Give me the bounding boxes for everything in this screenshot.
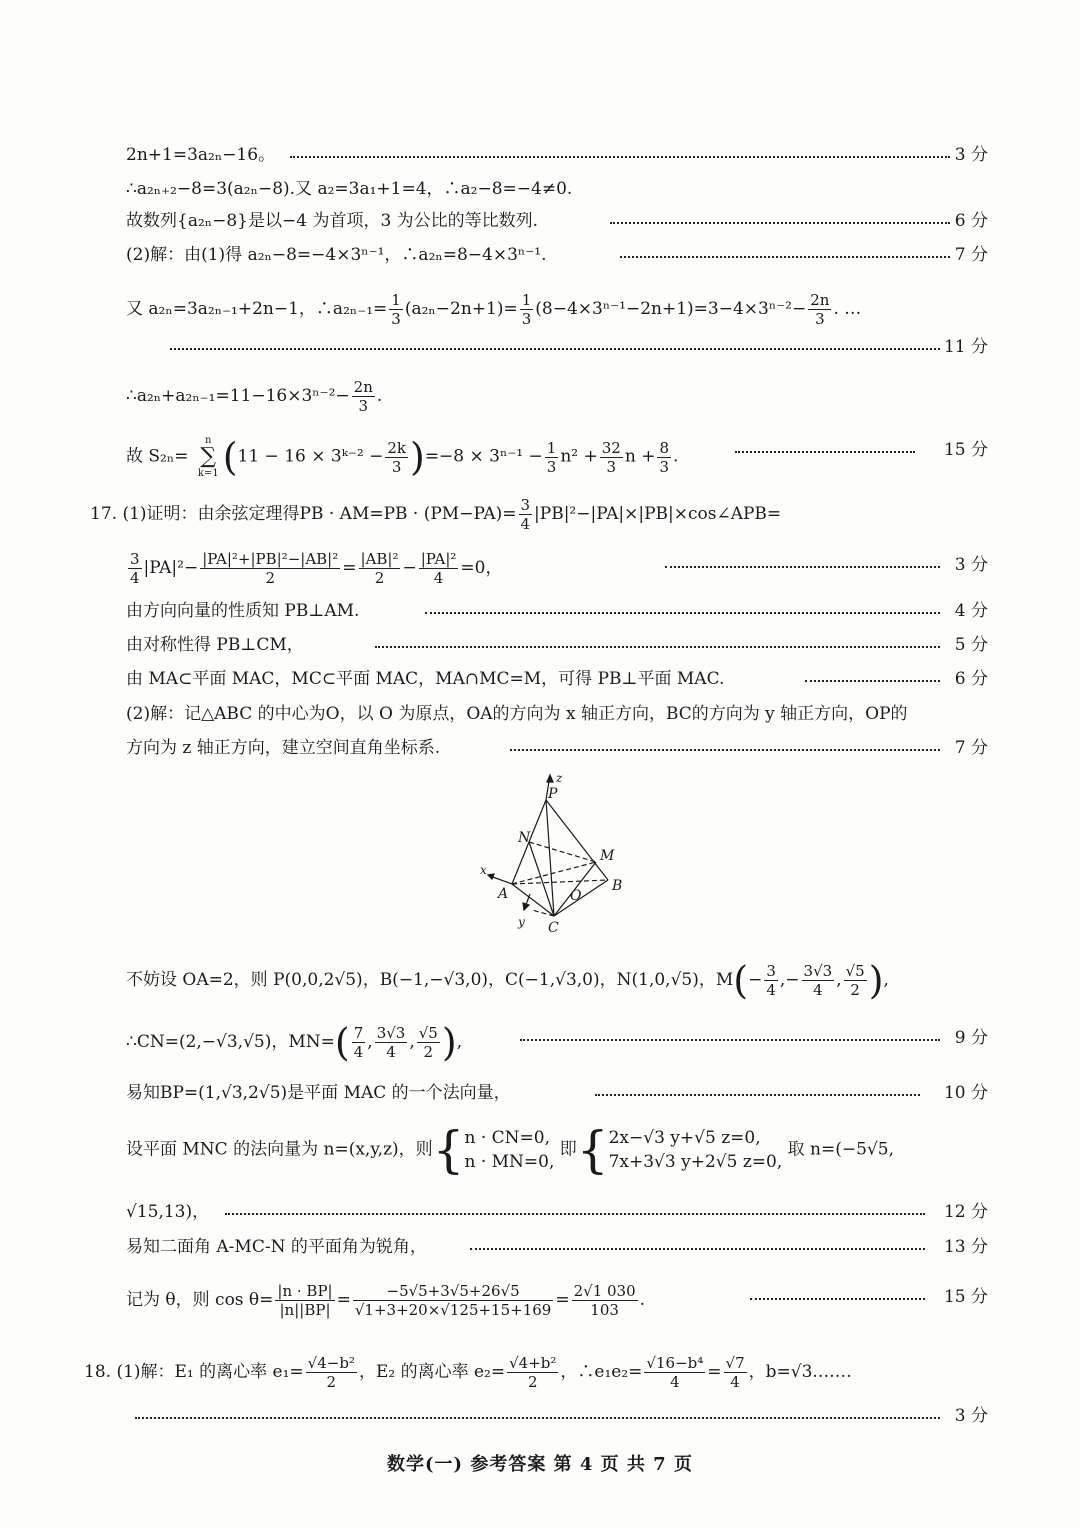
solution-line: ∴a₂ₙ+a₂ₙ₋₁=11−16×3ⁿ⁻²− $\frac{2n}{3}$ . xyxy=(126,378,383,415)
equation-system: n · CN=0, n · MN=0, xyxy=(464,1128,555,1172)
label-y: y xyxy=(518,915,525,929)
label-O: O xyxy=(570,888,582,904)
fraction: $\frac{\text{√4−b²}}{2}$ xyxy=(307,1354,355,1391)
score-label: 3 分 xyxy=(954,555,988,575)
score-label: 4 分 xyxy=(954,601,988,621)
dot-leader xyxy=(665,564,940,568)
fraction: $\frac{\text{√4+b²}}{2}$ xyxy=(509,1354,557,1391)
fraction: $\frac{3}{4}$ xyxy=(766,962,776,999)
dot-leader xyxy=(520,1037,940,1041)
fraction: $\frac{\text{|PA|²}}{4}$ xyxy=(420,550,457,587)
fraction: $\frac{√5}{2}$ xyxy=(845,962,865,999)
fraction: $\frac{1}{3}$ xyxy=(391,291,401,328)
label-A: A xyxy=(498,886,509,902)
label-P: P xyxy=(548,786,558,802)
dot-leader xyxy=(470,1246,925,1250)
fraction: $\frac{\text{|AB|²}}{2}$ xyxy=(360,550,399,587)
label-B: B xyxy=(612,878,623,894)
fraction: $\frac{\text{√16−b⁴}}{4}$ xyxy=(646,1354,704,1391)
dot-leader xyxy=(735,449,915,453)
fraction: $\frac{1}{3}$ xyxy=(521,291,532,328)
dot-leader xyxy=(595,1092,920,1096)
label-C: C xyxy=(548,920,559,936)
score-label: 15 分 xyxy=(943,1287,988,1307)
dot-leader xyxy=(375,644,940,648)
dot-leader xyxy=(610,220,950,224)
dot-leader xyxy=(170,346,940,350)
answer-page: 2n+1=3a₂ₙ−16。 3 分 ∴a₂ₙ₊₂−8=3(a₂ₙ−8).又 a₂=3a₁+1=4，∴a₂−8=−4≠0. 故数列{a₂ₙ−8}是以−4 为首项，3 为公比的等比数列. 6 分 (2)解：由(1)得 a₂ₙ−8=−4×3ⁿ⁻¹，∴a₂ₙ=8−4×3ⁿ⁻¹. 7 分 又 a₂ₙ=3a₂ₙ₋₁+2n−1，∴a₂ₙ₋₁= $\frac{1}{3}$ (a₂ₙ−2n+1)= $\frac{1}{3}$ (8−4×3ⁿ⁻¹−2n+1)=3−4×3ⁿ⁻²− $\frac{2n}{3}$ . … 11 分 ∴a₂ₙ+a₂ₙ₋₁=11−16×3ⁿ⁻²− $\frac{2n}{3}$ . 故 S₂ₙ= n ∑ k=1 (11 − 16 × 3ᵏ⁻² − $\frac{2k}{3}$ )=−8 × 3ⁿ⁻¹ − $\frac{1}{3}$ n² + $\frac{32}{3}$ n + $\frac{8}{3}$ . 15 分 17. (1)证明：由余弦定理得PB · AM=PB · (PM−PA)= $\frac{3}{4}$ |PB|²−|PA|×|PB|×cos∠APB= $\frac{3}{4}$ |PA|²− $\frac{\text{|PA|²+|PB|²−|AB|²}}{2}$ = $\frac{\text{|AB|²}}{2}$ − $\frac{\text{|PA|²}}{4}$ =0， 3 分 由方向向量的性质知 PB⊥AM. 4 分 由对称性得 PB⊥CM， 5 分 由 MA⊂平面 MAC，MC⊂平面 MAC，MA∩MC=M，可得 PB⊥平面 MAC. 6 分 (2)解：记△ABC 的中心为O，以 O 为原点，OA的方向为 x 轴正方向，BC的方向为 y 轴正方向，OP的 方向为 z 轴正方向，建立空间直角坐标系. 7 分 P z N M x A B O y C 不妨设 OA=2，则 P(0,0,2√5)，B(−1,−√3,0)，C(−1,√3,0)，N(1,0,√5)，M(− $\frac{3}{4}$ ,− $\frac{3√3}{4}$ , $\frac{√5}{2}$ ), ∴CN=(2,−√3,√5)，MN=( $\frac{7}{4}$ , $\frac{3√3}{4}$ , $\frac{√5}{2}$ ), 9 分 易知BP=(1,√3,2√5)是平面 MAC 的一个法向量， 10 分 设平面 MNC 的法向量为 n=(x,y,z)，则{ n · CN=0, n · MN=0, 即{ 2x−√3 y+√5 z=0, 7x+3√3 y+2√5 z=0, 取 n=(−5√5, √15,13)， 12 分 易知二面角 A-MC-N 的平面角为锐角， 13 分 记为 θ，则 cos θ= $\frac{|n \cdot BP|}{|n||BP|}$ = $\frac{-5√5+3√5+26√5}{√1+3+20\times√125+15+169}$ = $\frac{2√1 030}{103}$ . 15 分 18. (1)解：E₁ 的离心率 e₁= $\frac{\text{√4−b²}}{2}$ ，E₂ 的离心率 e₂= $\frac{\text{√4+b²}}{2}$ ，∴e₁e₂= $\frac{\text{√16−b⁴}}{4}$ = $\frac{√7}{4}$ ，b=√3.…… 3 分 数学(一) 参考答案 第 4 页 共 7 页 xyxy=(0,0,1080,1528)
fraction: $\frac{3√3}{4}$ xyxy=(803,962,833,999)
score-label: 11 分 xyxy=(943,337,988,357)
fraction: $\frac{2√1 030}{103}$ xyxy=(573,1282,636,1319)
score-label: 7 分 xyxy=(954,738,988,758)
page-footer: 数学(一) 参考答案 第 4 页 共 7 页 xyxy=(387,1454,693,1475)
fraction: $\frac{7}{4}$ xyxy=(353,1024,364,1061)
fraction: $\frac{2n}{3}$ xyxy=(810,291,830,328)
solution-line: ∴CN=(2,−√3,√5)，MN=( $\frac{7}{4}$ , $\frac{3√3}{4}$ , $\frac{√5}{2}$ ), 9 分 xyxy=(126,1020,988,1065)
tetrahedron-figure xyxy=(470,770,630,940)
fraction: $\frac{√7}{4}$ xyxy=(725,1354,745,1391)
solution-line: 又 a₂ₙ=3a₂ₙ₋₁+2n−1，∴a₂ₙ₋₁= $\frac{1}{3}$ (a₂ₙ−2n+1)= $\frac{1}{3}$ (8−4×3ⁿ⁻¹−2n+1)=3−4×3ⁿ⁻²− $\frac{2n}{3}$ . … xyxy=(126,291,862,328)
fraction: $\frac{\text{|PA|²+|PB|²−|AB|²}}{2}$ xyxy=(202,550,339,587)
solution-line: 记为 θ，则 cos θ= $\frac{|n \cdot BP|}{|n||BP|}$ = $\frac{-5√5+3√5+26√5}{√1+3+20\times√125+15+169}$ = $\frac{2√1 030}{103}$ . 15 分 xyxy=(126,1282,988,1319)
equation-system: 2x−√3 y+√5 z=0, 7x+3√3 y+2√5 z=0, xyxy=(608,1128,783,1172)
dot-leader xyxy=(425,610,940,614)
score-label: 6 分 xyxy=(954,669,988,689)
label-M: M xyxy=(600,848,615,864)
solution-line: 不妨设 OA=2，则 P(0,0,2√5)，B(−1,−√3,0)，C(−1,√3,0)，N(1,0,√5)，M(− $\frac{3}{4}$ ,− $\frac{3√3}{4}$ , $\frac{√5}{2}$ ), xyxy=(126,958,889,1003)
fraction: $\frac{√5}{2}$ xyxy=(418,1024,438,1061)
label-x: x xyxy=(480,863,487,877)
score-label: 15 分 xyxy=(943,440,988,460)
dot-leader xyxy=(510,747,940,751)
fraction: $\frac{2n}{3}$ xyxy=(353,378,373,415)
fraction: $\frac{3√3}{4}$ xyxy=(376,1024,406,1061)
solution-line: 故 S₂ₙ= n ∑ k=1 (11 − 16 × 3ᵏ⁻² − $\frac{2k}{3}$ )=−8 × 3ⁿ⁻¹ − $\frac{1}{3}$ n² + $\frac{32}{3}$ n + $\frac{8}{3}$ . 15 分 xyxy=(126,435,988,479)
edge-AC xyxy=(512,884,554,916)
edge-PC xyxy=(546,800,554,916)
fraction: $\frac{32}{3}$ xyxy=(601,438,621,476)
score-label: 5 分 xyxy=(954,635,988,655)
score-label: 3 分 xyxy=(954,1406,988,1426)
sum-symbol: n ∑ k=1 xyxy=(197,435,219,479)
score-label: 3 分 xyxy=(954,145,988,165)
fraction: $\frac{-5√5+3√5+26√5}{√1+3+20\times√125+15+169}$ xyxy=(354,1282,552,1319)
dot-leader xyxy=(620,254,950,258)
label-z: z xyxy=(556,771,563,785)
label-N: N xyxy=(518,830,531,846)
problem-18-line: 18. (1)解：E₁ 的离心率 e₁= $\frac{\text{√4−b²}}{2}$ ，E₂ 的离心率 e₂= $\frac{\text{√4+b²}}{2}$ ，∴e₁e₂= $\frac{\text{√16−b⁴}}{4}$ = $\frac{√7}{4}$ ，b=√3.…… xyxy=(84,1354,852,1391)
dot-leader xyxy=(805,678,940,682)
fraction: $\frac{|n \cdot BP|}{|n||BP|}$ xyxy=(277,1282,333,1319)
edge-PB xyxy=(546,800,608,880)
score-label: 13 分 xyxy=(943,1237,988,1257)
fraction: $\frac{2k}{3}$ xyxy=(387,438,406,476)
score-label: 7 分 xyxy=(954,245,988,265)
fraction: $\frac{3}{4}$ xyxy=(130,550,140,587)
dot-leader xyxy=(750,1296,925,1300)
score-label: 10 分 xyxy=(943,1083,988,1103)
score-label: 12 分 xyxy=(943,1202,988,1222)
fraction: $\frac{8}{3}$ xyxy=(659,438,669,476)
dot-leader xyxy=(225,1211,925,1215)
edge-AB xyxy=(512,880,608,884)
fraction: $\frac{3}{4}$ xyxy=(520,496,531,533)
dot-leader xyxy=(290,154,950,158)
dot-leader xyxy=(135,1415,940,1419)
problem-17-line: 17. (1)证明：由余弦定理得PB · AM=PB · (PM−PA)= $\frac{3}{4}$ |PB|²−|PA|×|PB|×cos∠APB= xyxy=(90,496,782,533)
fraction: $\frac{1}{3}$ xyxy=(546,438,557,476)
solution-line: 设平面 MNC 的法向量为 n=(x,y,z)，则{ n · CN=0, n · MN=0, 即{ 2x−√3 y+√5 z=0, 7x+3√3 y+2√5 z=0, 取 n=(−5√5, xyxy=(126,1121,894,1179)
score-label: 9 分 xyxy=(954,1028,988,1048)
score-label: 6 分 xyxy=(954,211,988,231)
solution-line: $\frac{3}{4}$ |PA|²− $\frac{\text{|PA|²+|PB|²−|AB|²}}{2}$ = $\frac{\text{|AB|²}}{2}$ − $\frac{\text{|PA|²}}{4}$ =0， 3 分 xyxy=(130,550,988,587)
